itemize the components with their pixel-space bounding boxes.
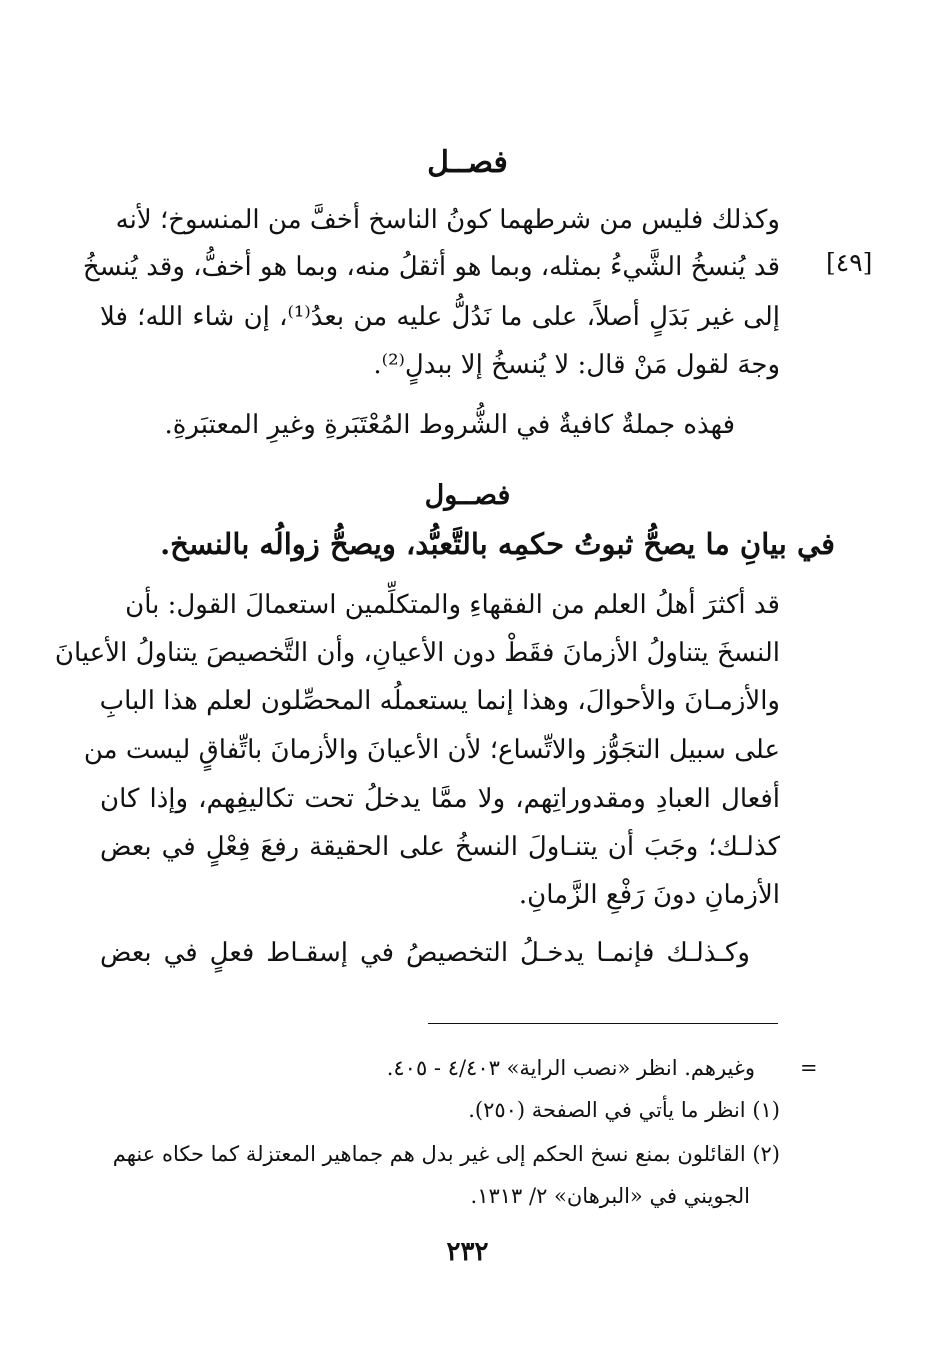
footnote-2-continued: الجويني في «البرهان» ٢/ ١٣١٣. xyxy=(470,1184,750,1208)
paragraph-line: قد أكثرَ أهلُ العلم من الفقهاءِ والمتكلِّمين استعمالَ القول: بأن xyxy=(125,590,780,620)
footnote-separator xyxy=(428,1023,778,1024)
paragraph-line: والأزمـانَ والأحوالَ، وهذا إنما يستعملُه المحصِّلون لعلم هذا البابِ xyxy=(99,686,780,716)
section-subheading: في بيانِ ما يصحُّ ثبوتُ حكمِه بالتَّعبُّد، ويصحُّ زوالُه بالنسخ. xyxy=(160,527,835,561)
footnote-1: (١) انظر ما يأتي في الصفحة (٢٥٠). xyxy=(468,1098,780,1122)
paragraph-line: وكـذلـك فإنمـا يدخـلُ التخصيصُ في إسقـاط فعلٍ في بعض xyxy=(100,938,750,968)
section-heading-fusul: فصــول xyxy=(424,480,511,511)
paragraph-line: فهذه جملةٌ كافيةٌ في الشُّروط المُعْتَبَرةِ وغيرِ المعتبَرةِ. xyxy=(164,410,735,440)
paragraph-line: وجهَ لقول مَنْ قال: لا يُنسخُ إلا ببدلٍ⁽²⁾. xyxy=(373,350,780,380)
paragraph-line: كذلـك؛ وجَبَ أن يتنـاولَ النسخُ على الحقيقة رفعَ فِعْلٍ في بعض xyxy=(100,832,780,862)
paragraph-line: على سبيل التجَوُّز والاتِّساع؛ لأن الأعيانَ والأزمانَ باتِّفاقٍ ليست من xyxy=(83,735,780,765)
paragraph-line: وكذلك فليس من شرطهما كونُ الناسخ أخفَّ من المنسوخ؛ لأنه xyxy=(115,205,780,235)
footnote-2: (٢) القائلون بمنع نسخ الحكم إلى غير بدل هم جماهير المعتزلة كما حكاه عنهم xyxy=(112,1142,780,1166)
paragraph-line: إلى غير بَدَلٍ أصلاً، على ما نَدُلُّ عليه من بعدُ⁽¹⁾، إن شاء الله؛ فلا xyxy=(100,302,780,332)
footnote-continuation: وغيرهم. انظر «نصب الراية» ٤/٤٠٣ - ٤٠٥. xyxy=(386,1056,755,1080)
paragraph-line: أفعال العبادِ ومقدوراتِهم، ولا ممَّا يدخلُ تحت تكاليفِهم، وإذا كان xyxy=(100,784,780,814)
section-heading-fasl: فصــل xyxy=(427,145,508,180)
footnote-continuation-marker: = xyxy=(800,1056,818,1080)
paragraph-line: النسخَ يتناولُ الأزمانَ فقَطْ دون الأعيانِ، وأن التَّخصيصَ يتناولُ الأعيانَ xyxy=(54,638,780,668)
page-number: ٢٣٢ xyxy=(446,1237,489,1267)
paragraph-line: قد يُنسخُ الشَّيءُ بمثله، وبما هو أثقلُ منه، وبما هو أخفُّ، وقد يُنسخُ xyxy=(82,252,780,282)
marginal-page-reference: [٤٩] xyxy=(826,248,873,277)
paragraph-line: الأزمانِ دونَ رَفْعِ الزَّمانِ. xyxy=(518,880,780,910)
